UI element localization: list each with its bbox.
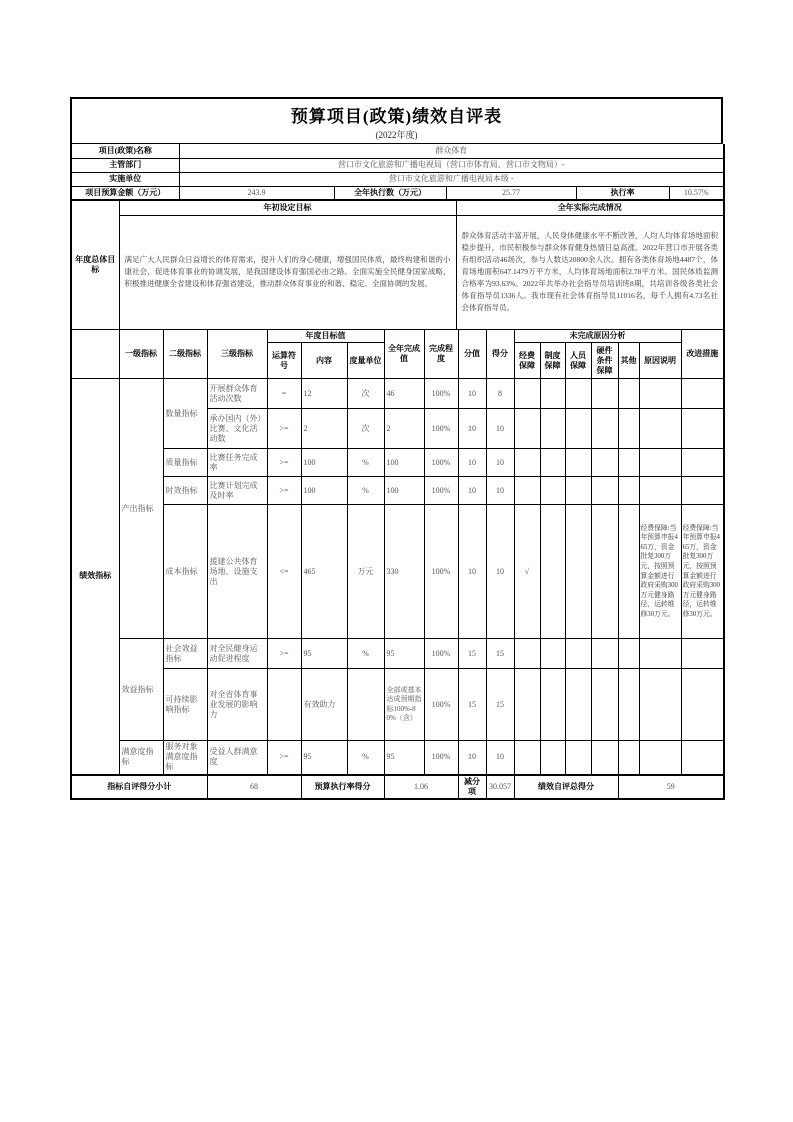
done-value-cell: 100	[384, 449, 424, 477]
level1-output-indicator: 产出指标	[119, 379, 163, 639]
col-header-fund-guarantee: 经费保障	[514, 343, 540, 379]
level2-social-benefit-indicator: 社会效益指标	[163, 639, 207, 669]
hardware-check-cell	[591, 505, 618, 639]
operator-cell	[267, 669, 301, 741]
reason-cell	[639, 409, 681, 449]
degree-cell: 100%	[424, 409, 458, 449]
level3-indicator: 对全省体育事业发展的影响力	[207, 669, 267, 741]
degree-cell: 100%	[424, 639, 458, 669]
performance-indicator-group-label: 绩效指标	[71, 379, 119, 775]
improve-cell	[681, 409, 724, 449]
col-header-level2: 二级指标	[163, 330, 207, 379]
got-cell: 8	[486, 379, 514, 409]
target-content-cell: 12	[301, 379, 347, 409]
header-corner-cell	[71, 330, 119, 379]
hardware-check-cell	[591, 409, 618, 449]
col-header-improve: 改进措施	[681, 330, 724, 379]
subtotal-value: 68	[207, 775, 301, 799]
execution-score-label: 预算执行率得分	[301, 775, 384, 799]
done-value-cell: 95	[384, 741, 424, 775]
system-check-cell	[540, 379, 565, 409]
level3-indicator: 比赛任务完成率	[207, 449, 267, 477]
budget-amount-label: 项目预算金额（万元）	[71, 186, 179, 200]
staff-check-cell	[565, 379, 591, 409]
col-header-content: 内容	[301, 343, 347, 379]
score-cell: 10	[458, 505, 486, 639]
execution-amount-value: 25.77	[446, 186, 576, 200]
staff-check-cell	[565, 477, 591, 505]
got-cell: 15	[486, 639, 514, 669]
operator-cell: >=	[267, 409, 301, 449]
execution-amount-label: 全年执行数（万元）	[334, 186, 446, 200]
degree-cell: 100%	[424, 669, 458, 741]
col-header-reason: 原因说明	[639, 343, 681, 379]
staff-check-cell	[565, 505, 591, 639]
implementing-unit-label: 实施单位	[71, 172, 179, 186]
got-cell: 10	[486, 409, 514, 449]
col-header-other: 其他	[618, 343, 639, 379]
degree-cell: 100%	[424, 505, 458, 639]
project-name-label: 项目(政策)名称	[71, 144, 179, 158]
annual-goal-row-label: 年度总体目标	[71, 201, 119, 329]
page-title: 预算项目(政策)绩效自评表	[290, 107, 503, 126]
target-content-cell: 100	[301, 449, 347, 477]
execution-rate-value: 10.57%	[669, 186, 724, 200]
actual-completion-header: 全年实际完成情况	[456, 201, 724, 215]
total-score-value: 59	[618, 775, 724, 799]
degree-cell: 100%	[424, 741, 458, 775]
degree-cell: 100%	[424, 477, 458, 505]
planned-goal-text: 满足广大人民群众日益增长的体育需求，提升人们的身心健康，增强国民体质，最终构建和谐的小康社会，促进体育事业的协调发展，是我国建设体育强国必由之路。全面实施全民健身国家战略，积极推进健康全省建设和体育强省建设，推动群众体育事业的和谐、稳定、全面协调的发展。	[119, 215, 456, 329]
col-header-score: 分值	[458, 330, 486, 379]
improve-cell	[681, 639, 724, 669]
reason-cell	[639, 741, 681, 775]
target-content-cell: 95	[301, 741, 347, 775]
col-header-unit: 度量单位	[347, 343, 384, 379]
staff-check-cell	[565, 741, 591, 775]
level3-indicator: 承办国内（外）比赛、文化活动数	[207, 409, 267, 449]
project-name-value: 群众体育	[179, 144, 724, 158]
operator-cell: >=	[267, 449, 301, 477]
staff-check-cell	[565, 449, 591, 477]
target-content-cell: 有效助力	[301, 669, 347, 741]
score-cell: 10	[458, 379, 486, 409]
other-check-cell	[618, 409, 639, 449]
indicator-row	[71, 639, 724, 669]
improve-cell	[681, 379, 724, 409]
indicator-row	[71, 505, 724, 639]
col-header-unfinished-analysis: 未完成原因分析	[514, 330, 681, 343]
indicator-row	[71, 379, 724, 409]
done-value-cell: 46	[384, 379, 424, 409]
subtotal-label: 指标自评得分小计	[71, 775, 207, 799]
target-content-cell: 2	[301, 409, 347, 449]
hardware-check-cell	[591, 741, 618, 775]
reason-cell	[639, 639, 681, 669]
indicator-row	[71, 477, 724, 505]
operator-cell: >=	[267, 639, 301, 669]
target-content-cell: 100	[301, 477, 347, 505]
col-header-system-guarantee: 制度保障	[540, 343, 565, 379]
col-header-got: 得分	[486, 330, 514, 379]
hardware-check-cell	[591, 669, 618, 741]
deduction-value: 30.057	[486, 775, 514, 799]
col-header-level3: 三级指标	[207, 330, 267, 379]
hardware-check-cell	[591, 449, 618, 477]
unit-cell	[347, 669, 384, 741]
improve-cell	[681, 669, 724, 741]
got-cell: 10	[486, 449, 514, 477]
staff-check-cell	[565, 669, 591, 741]
target-content-cell: 465	[301, 505, 347, 639]
level2-quality-indicator: 质量指标	[163, 449, 207, 477]
indicator-row	[71, 449, 724, 477]
improve-cell	[681, 449, 724, 477]
indicators-table	[70, 330, 725, 800]
other-check-cell	[618, 379, 639, 409]
col-header-hardware-guarantee: 硬件条件保障	[591, 343, 618, 379]
col-header-done-value: 全年完成值	[384, 330, 424, 379]
fund-check-cell	[514, 639, 540, 669]
col-header-degree: 完成程度	[424, 330, 458, 379]
page-subtitle: (2022年度)	[375, 130, 418, 140]
level3-indicator: 开展群众体育活动次数	[207, 379, 267, 409]
score-cell: 10	[458, 477, 486, 505]
col-header-level1: 一级指标	[119, 330, 163, 379]
degree-cell: 100%	[424, 379, 458, 409]
done-value-cell: 100	[384, 477, 424, 505]
system-check-cell	[540, 477, 565, 505]
department-value: 营口市文化旅游和广播电视局（营口市体育局、营口市文物局）-	[179, 158, 724, 172]
done-value-cell: 330	[384, 505, 424, 639]
other-check-cell	[618, 477, 639, 505]
fund-check-cell	[514, 669, 540, 741]
level3-indicator: 援建公共体育场地、设施支出	[207, 505, 267, 639]
reason-cell	[639, 449, 681, 477]
level2-quantity-indicator: 数量指标	[163, 379, 207, 449]
operator-cell: >=	[267, 477, 301, 505]
operator-cell: <=	[267, 505, 301, 639]
unit-cell: %	[347, 639, 384, 669]
annual-goal-table	[70, 201, 725, 330]
degree-cell: 100%	[424, 449, 458, 477]
level2-sustainability-indicator: 可持续影响指标	[163, 669, 207, 741]
other-check-cell	[618, 741, 639, 775]
system-check-cell	[540, 669, 565, 741]
fund-check-cell	[514, 477, 540, 505]
indicator-row	[71, 669, 724, 741]
implementing-unit-value: 营口市文化旅游和广播电视局本级 -	[179, 172, 724, 186]
department-label: 主管部门	[71, 158, 179, 172]
done-value-cell: 95	[384, 639, 424, 669]
other-check-cell	[618, 505, 639, 639]
system-check-cell	[540, 449, 565, 477]
hardware-check-cell	[591, 477, 618, 505]
actual-completion-text: 群众体育活动丰富开展，人民身体健康水平不断改善，人均人均体育场地面积稳步提升，市民积极参与群众体育健身热情日益高涨。2022年营口市开展各类有组织活动46场次，参与人数达20800余人次。拥有各类体育场地4487个，体育场地面积647.1479万平方米，人均体育场地面积2.78平方米。国民体质监测合格率为93.63%。2022年共举办社会指导员培训班8期，共培训各级各类社会体育指导员1336人。我市现有社会体育指导员11016名，每千人拥有4.73名社会体育指导员。	[456, 215, 724, 329]
improve-cell: 经费保障:当年预算申报465万，资金批复300万元，按照预算金额进行政府采购300万元健身路径，运转维修30万元。	[681, 505, 724, 639]
system-check-cell	[540, 409, 565, 449]
level1-benefit-indicator: 效益指标	[119, 639, 163, 741]
planned-goal-header: 年初设定目标	[119, 201, 456, 215]
indicator-row	[71, 741, 724, 775]
summary-row	[71, 775, 724, 799]
deduction-label: 减分项	[458, 775, 486, 799]
level2-cost-indicator: 成本指标	[163, 505, 207, 639]
unit-cell: 次	[347, 409, 384, 449]
done-value-cell: 2	[384, 409, 424, 449]
level3-indicator: 比赛计划完成及时率	[207, 477, 267, 505]
hardware-check-cell	[591, 639, 618, 669]
fund-check-cell	[514, 741, 540, 775]
score-cell: 10	[458, 449, 486, 477]
unit-cell: %	[347, 477, 384, 505]
score-cell: 10	[458, 741, 486, 775]
other-check-cell	[618, 639, 639, 669]
reason-cell	[639, 669, 681, 741]
basic-info-table	[70, 144, 725, 201]
reason-cell	[639, 379, 681, 409]
score-cell: 15	[458, 639, 486, 669]
level2-service-satisfaction-indicator: 服务对象满意度指标	[163, 741, 207, 775]
operator-cell: =	[267, 379, 301, 409]
col-header-operator: 运算符号	[267, 343, 301, 379]
level1-satisfaction-indicator: 满意度指标	[119, 741, 163, 775]
other-check-cell	[618, 449, 639, 477]
system-check-cell	[540, 741, 565, 775]
unit-cell: 次	[347, 379, 384, 409]
execution-score-value: 1.06	[384, 775, 458, 799]
fund-guarantee-checkmark: √	[514, 505, 540, 639]
fund-check-cell	[514, 449, 540, 477]
done-value-cell: 全部或基本达成预期指标100%-80%（含）	[384, 669, 424, 741]
budget-amount-value: 243.9	[179, 186, 334, 200]
staff-check-cell	[565, 409, 591, 449]
system-check-cell	[540, 639, 565, 669]
improve-cell	[681, 741, 724, 775]
unit-cell: %	[347, 741, 384, 775]
improve-cell	[681, 477, 724, 505]
reason-cell	[639, 477, 681, 505]
system-check-cell	[540, 505, 565, 639]
other-check-cell	[618, 669, 639, 741]
level2-timeliness-indicator: 时效指标	[163, 477, 207, 505]
level3-indicator: 受益人群满意度	[207, 741, 267, 775]
fund-check-cell	[514, 379, 540, 409]
col-header-staff-guarantee: 人员保障	[565, 343, 591, 379]
got-cell: 10	[486, 505, 514, 639]
got-cell: 10	[486, 477, 514, 505]
score-cell: 15	[458, 669, 486, 741]
staff-check-cell	[565, 639, 591, 669]
level3-indicator: 对全民健身运动促进程度	[207, 639, 267, 669]
hardware-check-cell	[591, 379, 618, 409]
reason-cell: 经费保障:当年预算申报465万，资金批复300万元，按照预算金额进行政府采购300万元健身路径，运转维修30万元。	[639, 505, 681, 639]
self-evaluation-form	[70, 97, 723, 800]
score-cell: 10	[458, 409, 486, 449]
target-content-cell: 95	[301, 639, 347, 669]
fund-check-cell	[514, 409, 540, 449]
execution-rate-label: 执行率	[576, 186, 669, 200]
operator-cell: >=	[267, 741, 301, 775]
total-score-label: 绩效自评总得分	[514, 775, 618, 799]
unit-cell: 万元	[347, 505, 384, 639]
got-cell: 15	[486, 669, 514, 741]
got-cell: 10	[486, 741, 514, 775]
unit-cell: %	[347, 449, 384, 477]
title-block	[70, 97, 723, 144]
col-header-annual-target: 年度目标值	[267, 330, 384, 343]
